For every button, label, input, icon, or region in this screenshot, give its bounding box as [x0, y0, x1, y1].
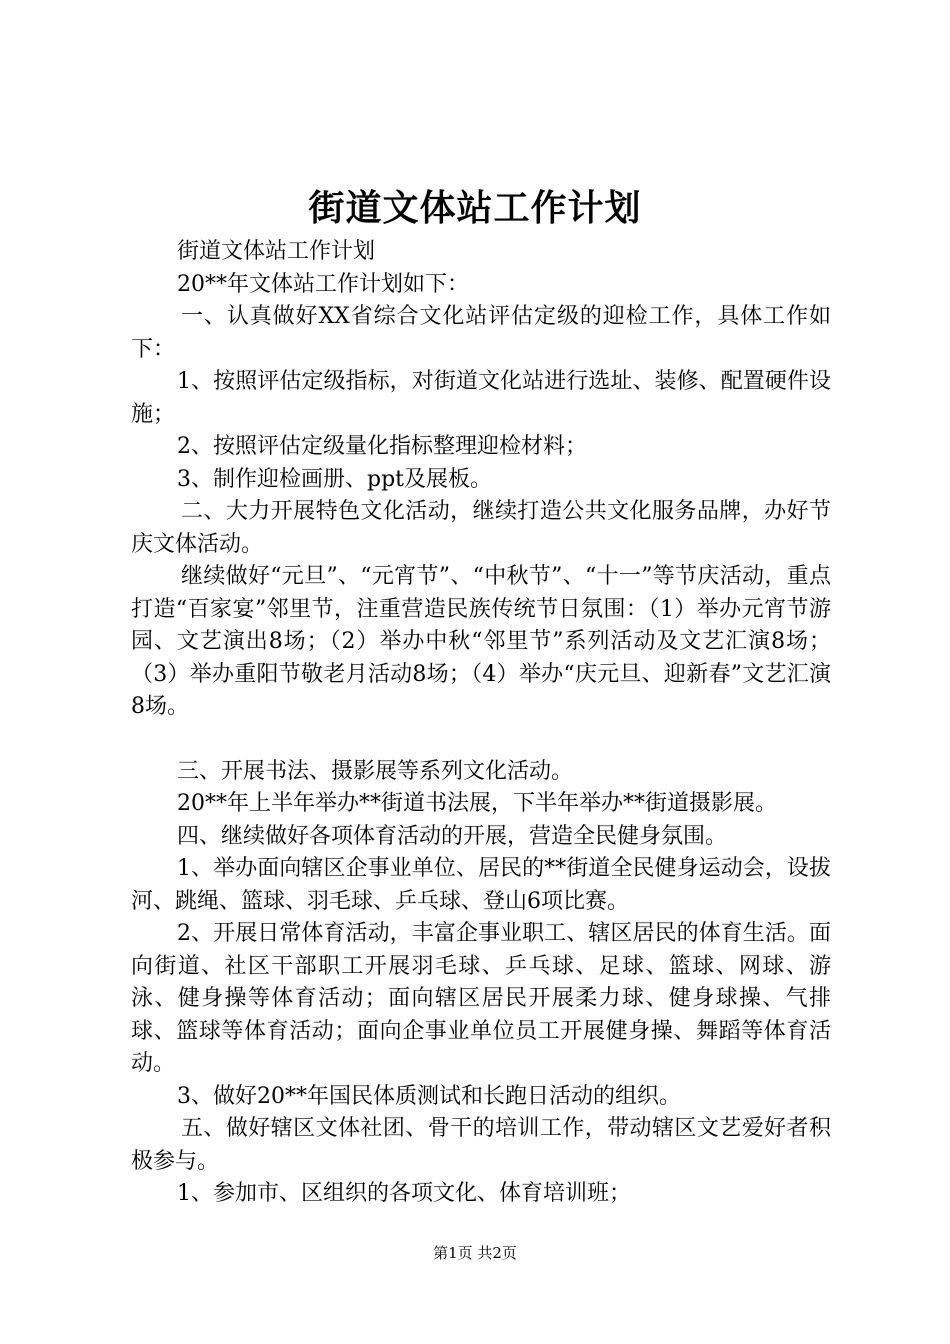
paragraph-item-1-3: 3、制作迎检画册、ppt及展板。	[177, 466, 493, 492]
paragraph-section-1: 一、认真做好XX省综合文化站评估定级的迎检工作，具体工作如下：	[131, 304, 831, 362]
paragraph-item-4-3: 3、做好20**年国民体质测试和长跑日活动的组织。	[177, 1083, 681, 1109]
paragraph-section-4: 四、继续做好各项体育活动的开展，营造全民健身氛围。	[177, 823, 728, 849]
paragraph-section-3-detail: 20**年上半年举办**街道书法展，下半年举办**街道摄影展。	[177, 791, 777, 816]
paragraph-section-3: 三、开展书法、摄影展等系列文化活动。	[177, 758, 574, 784]
paragraph-item-4-1: 1、举办面向辖区企事业单位、居民的**街道全民健身运动会，设拔河、跳绳、篮球、羽毛球、乒乓球、登山6项比赛。	[131, 856, 831, 914]
paragraph-item-1-2: 2、按照评估定级量化指标整理迎检材料；	[177, 434, 587, 459]
paragraph-section-5: 五、做好辖区文体社团、骨干的培训工作，带动辖区文艺爱好者积极参与。	[131, 1116, 831, 1174]
paragraph-item-1-1: 1、按照评估定级指标，对街道文化站进行选址、装修、配置硬件设施；	[131, 369, 831, 427]
paragraph-item-4-2: 2、开展日常体育活动，丰富企事业职工、辖区居民的体育生活。面向街道、社区干部职工开展羽毛球、乒乓球、足球、篮球、网球、游泳、健身操等体育活动；面向辖区居民开展柔力球、健身球操、气排球、篮球等体育活动；面向企事业单位员工开展健身操、舞蹈等体育活动。	[131, 921, 831, 1076]
page-footer: 第1页 共2页	[433, 1244, 517, 1262]
document-body	[131, 236, 831, 1211]
paragraph-item-5-1: 1、参加市、区组织的各项文化、体育培训班；	[177, 1181, 631, 1206]
document-title: 街道文体站工作计划	[308, 187, 642, 229]
paragraph-section-2-detail: 继续做好“元旦”、“元宵节”、“中秋节”、“十一”等节庆活动，重点打造“百家宴”邻里节，注重营造民族传统节日氛围：（1）举办元宵节游园、文艺演出8场；（2）举办中秋“邻里节”系列活动及文艺汇演8场；（3）举办重阳节敬老月活动8场；（4）举办“庆元旦、迎新春”文艺汇演8场。	[131, 564, 831, 719]
paragraph-intro: 20**年文体站工作计划如下：	[177, 271, 469, 297]
paragraph-subtitle: 街道文体站工作计划	[177, 239, 376, 264]
paragraph-section-2: 二、大力开展特色文化活动，继续打造公共文化服务品牌，办好节庆文体活动。	[131, 499, 831, 557]
paragraph-spacer	[131, 724, 831, 756]
